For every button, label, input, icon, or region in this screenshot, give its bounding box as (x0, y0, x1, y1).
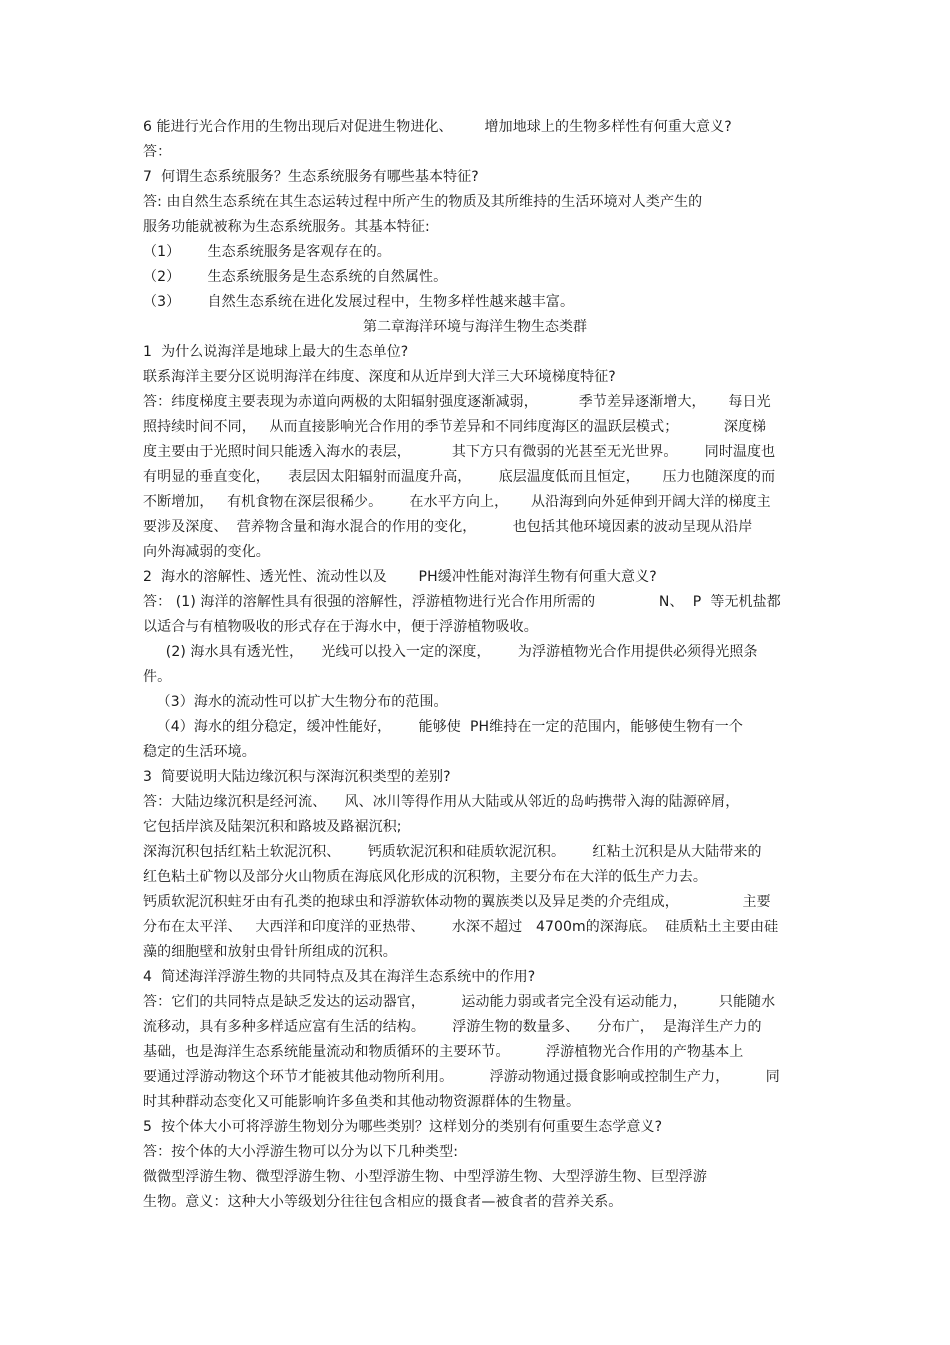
answer-line: 流移动，具有多种多样适应富有生活的结构。 浮游生物的数量多、 分布广， 是海洋生产力的 (143, 1019, 762, 1035)
answer-line: 它包括岸滨及陆架沉积和路坡及路裾沉积; (143, 819, 402, 835)
answer-line: 件。 (143, 669, 172, 685)
answer-line: 答：它们的共同特点是缺乏发达的运动器官， 运动能力弱或者完全没有运动能力， 只能随水 (143, 994, 776, 1010)
answer-line: 要涉及深度、 营养物含量和海水混合的作用的变化， 也包括其他环境因素的波动呈现从沿岸 (143, 519, 753, 535)
answer-line: 基础，也是海洋生态系统能量流动和物质循环的主要环节。 浮游植物光合作用的产物基本上 (143, 1044, 744, 1060)
feature-item: （3） 自然生态系统在进化发展过程中，生物多样性越来越丰富。 (143, 294, 575, 310)
answer-line: 微微型浮游生物、微型浮游生物、小型浮游生物、中型浮游生物、大型浮游生物、巨型浮游 (143, 1169, 707, 1185)
answer-line: 答： (1) 海洋的溶解性具有很强的溶解性，浮游植物进行光合作用所需的 N、 P 等无机盐都 (143, 594, 781, 610)
answer-line: 有明显的垂直变化， 表层因太阳辐射而温度升高， 底层温度低而且恒定， 压力也随深度的而 (143, 469, 776, 485)
answer-line: 红色粘土矿物以及部分火山物质在海底风化形成的沉积物，主要分布在大洋的低生产力去。 (143, 869, 707, 885)
answer-line: 度主要由于光照时间只能透入海水的表层， 其下方只有微弱的光甚至无光世界。 同时温度也 (143, 444, 776, 460)
answer-line: 时其种群动态变化又可能影响许多鱼类和其他动物资源群体的生物量。 (143, 1094, 581, 1110)
answer-line: 钙质软泥沉积蛀牙由有孔类的抱球虫和浮游软体动物的翼族类以及异足类的介壳组成， 主要 (143, 894, 771, 910)
question-5: 5 按个体大小可将浮游生物划分为哪些类别？这样划分的类别有何重要生态学意义? (143, 1119, 663, 1135)
feature-item: （2） 生态系统服务是生态系统的自然属性。 (143, 269, 448, 285)
chapter-title: 第二章海洋环境与海洋生物生态类群 (363, 319, 587, 335)
answer-line: 分布在太平洋、 大西洋和印度洋的亚热带、 水深不超过 4700m的深海底。 硅质粘土主要由硅 (143, 919, 779, 935)
answer-line: 稳定的生活环境。 (143, 744, 256, 760)
answer-line: （3）海水的流动性可以扩大生物分布的范围。 (143, 694, 448, 710)
answer-6-label: 答： (143, 144, 172, 160)
feature-item: （1） 生态系统服务是客观存在的。 (143, 244, 391, 260)
answer-line: 以适合与有植物吸收的形式存在于海水中，便于浮游植物吸收。 (143, 619, 538, 635)
answer-line: 向外海减弱的变化。 (143, 544, 270, 560)
answer-line: 照持续时间不同， 从而直接影响光合作用的季节差异和不同纬度海区的温跃层模式； 深度梯 (143, 419, 767, 435)
answer-line: (2) 海水具有透光性， 光线可以投入一定的深度， 为浮游植物光合作用提供必须得光照条 (143, 644, 758, 660)
answer-line: 答：纬度梯度主要表现为赤道向两极的太阳辐射强度逐渐减弱， 季节差异逐渐增大， 每日光 (143, 394, 771, 410)
answer-7-line: 服务功能就被称为生态系统服务。其基本特征: (143, 219, 430, 235)
question-3: 3 简要说明大陆边缘沉积与深海沉积类型的差别? (143, 769, 451, 785)
answer-line: 藻的细胞壁和放射虫骨针所组成的沉积。 (143, 944, 397, 960)
answer-7-line: 答: 由自然生态系统在其生态运转过程中所产生的物质及其所维持的生活环境对人类产生的 (143, 194, 703, 210)
question-6: 6 能进行光合作用的生物出现后对促进生物进化、 增加地球上的生物多样性有何重大意义? (143, 119, 732, 135)
answer-line: 答：按个体的大小浮游生物可以分为以下几种类型: (143, 1144, 459, 1160)
question-7: 7 何谓生态系统服务？生态系统服务有哪些基本特征? (143, 169, 479, 185)
answer-line: 生物。意义：这种大小等级划分往往包含相应的摄食者—被食者的营养关系。 (143, 1194, 623, 1210)
answer-line: （4）海水的组分稳定，缓冲性能好， 能够使 PH维持在一定的范围内，能够使生物有一个 (143, 719, 743, 735)
answer-line: 不断增加， 有机食物在深层很稀少。 在水平方向上， 从沿海到向外延伸到开阔大洋的梯度主 (143, 494, 771, 510)
answer-line: 深海沉积包括红粘土软泥沉积、 钙质软泥沉积和硅质软泥沉积。 红粘土沉积是从大陆带来的 (143, 844, 762, 860)
answer-line: 要通过浮游动物这个环节才能被其他动物所利用。 浮游动物通过摄食影响或控制生产力， 同 (143, 1069, 780, 1085)
answer-line: 答：大陆边缘沉积是经河流、 风、冰川等得作用从大陆或从邻近的岛屿携带入海的陆源碎屑， (143, 794, 740, 810)
question-2: 2 海水的溶解性、透光性、流动性以及 PH缓冲性能对海洋生物有何重大意义? (143, 569, 657, 585)
question-1b: 联系海洋主要分区说明海洋在纬度、深度和从近岸到大洋三大环境梯度特征? (143, 369, 616, 385)
question-1: 1 为什么说海洋是地球上最大的生态单位? (143, 344, 409, 360)
question-4: 4 简述海洋浮游生物的共同特点及其在海洋生态系统中的作用? (143, 969, 536, 985)
